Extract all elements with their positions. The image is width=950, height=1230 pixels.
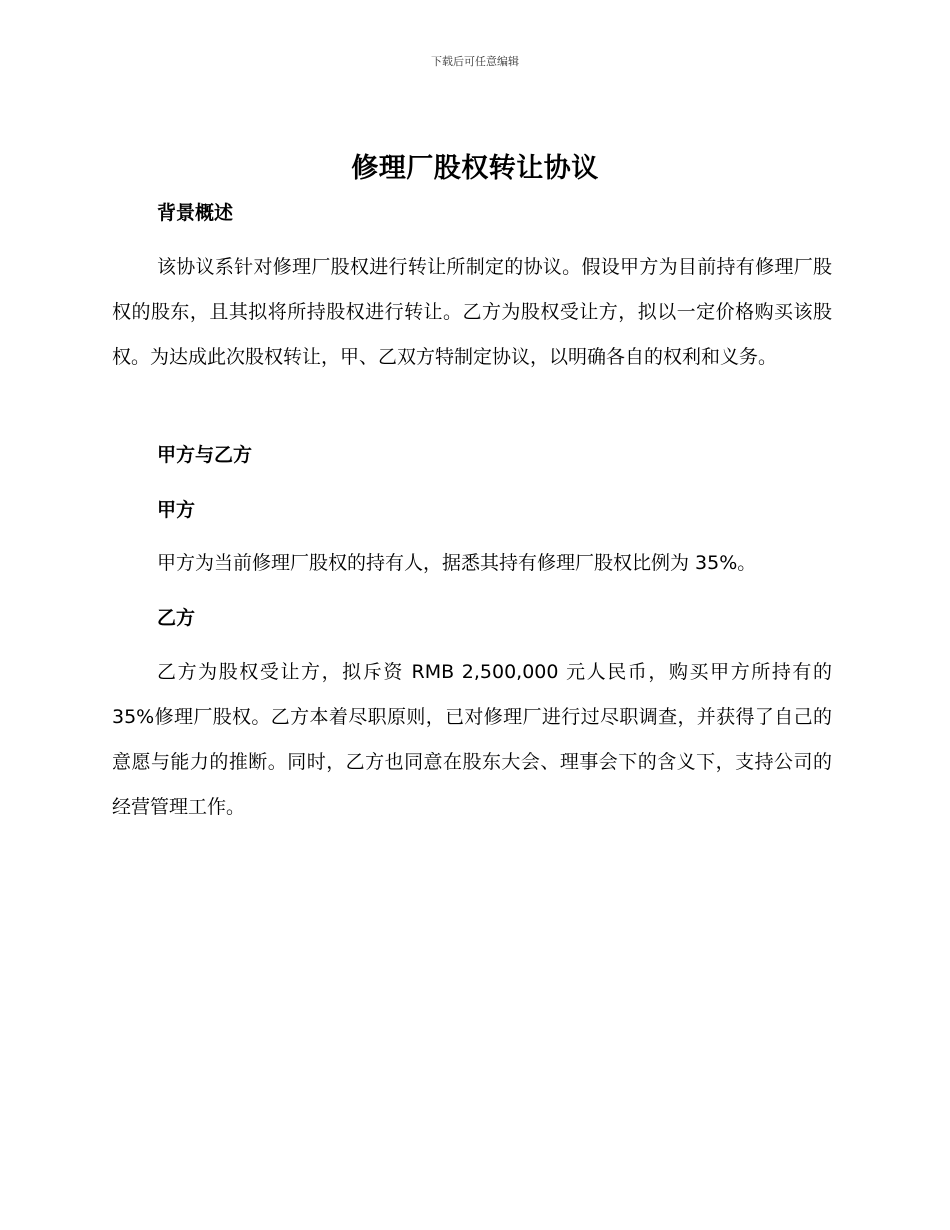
section-heading-party-b: 乙方 bbox=[157, 607, 196, 629]
page-header-note: 下载后可任意编辑 bbox=[431, 55, 519, 68]
paragraph-background: 该协议系针对修理厂股权进行转让所制定的协议。假设甲方为目前持有修理厂股权的股东，且其拟将所持股权进行转让。乙方为股权受让方，拟以一定价格购买该股权。为达成此次股权转让，甲、乙双方特制定协议，以明确各自的权利和义务。 bbox=[112, 256, 832, 368]
section-heading-party-a: 甲方 bbox=[157, 499, 196, 521]
section-heading-parties: 甲方与乙方 bbox=[157, 444, 253, 466]
section-heading-background: 背景概述 bbox=[157, 202, 234, 224]
paragraph-party-b: 乙方为股权受让方，拟斥资 RMB 2,500,000 元人民币，购买甲方所持有的 35%修理厂股权。乙方本着尽职原则，已对修理厂进行过尽职调查，并获得了自己的意愿与能力的推断。同时，乙方也同意在股东大会、理事会下的含义下，支持公司的经营管理工作。 bbox=[112, 661, 832, 818]
document-title: 修理厂股权转让协议 bbox=[351, 153, 599, 184]
paragraph-party-a: 甲方为当前修理厂股权的持有人，据悉其持有修理厂股权比例为 35%。 bbox=[157, 552, 757, 574]
